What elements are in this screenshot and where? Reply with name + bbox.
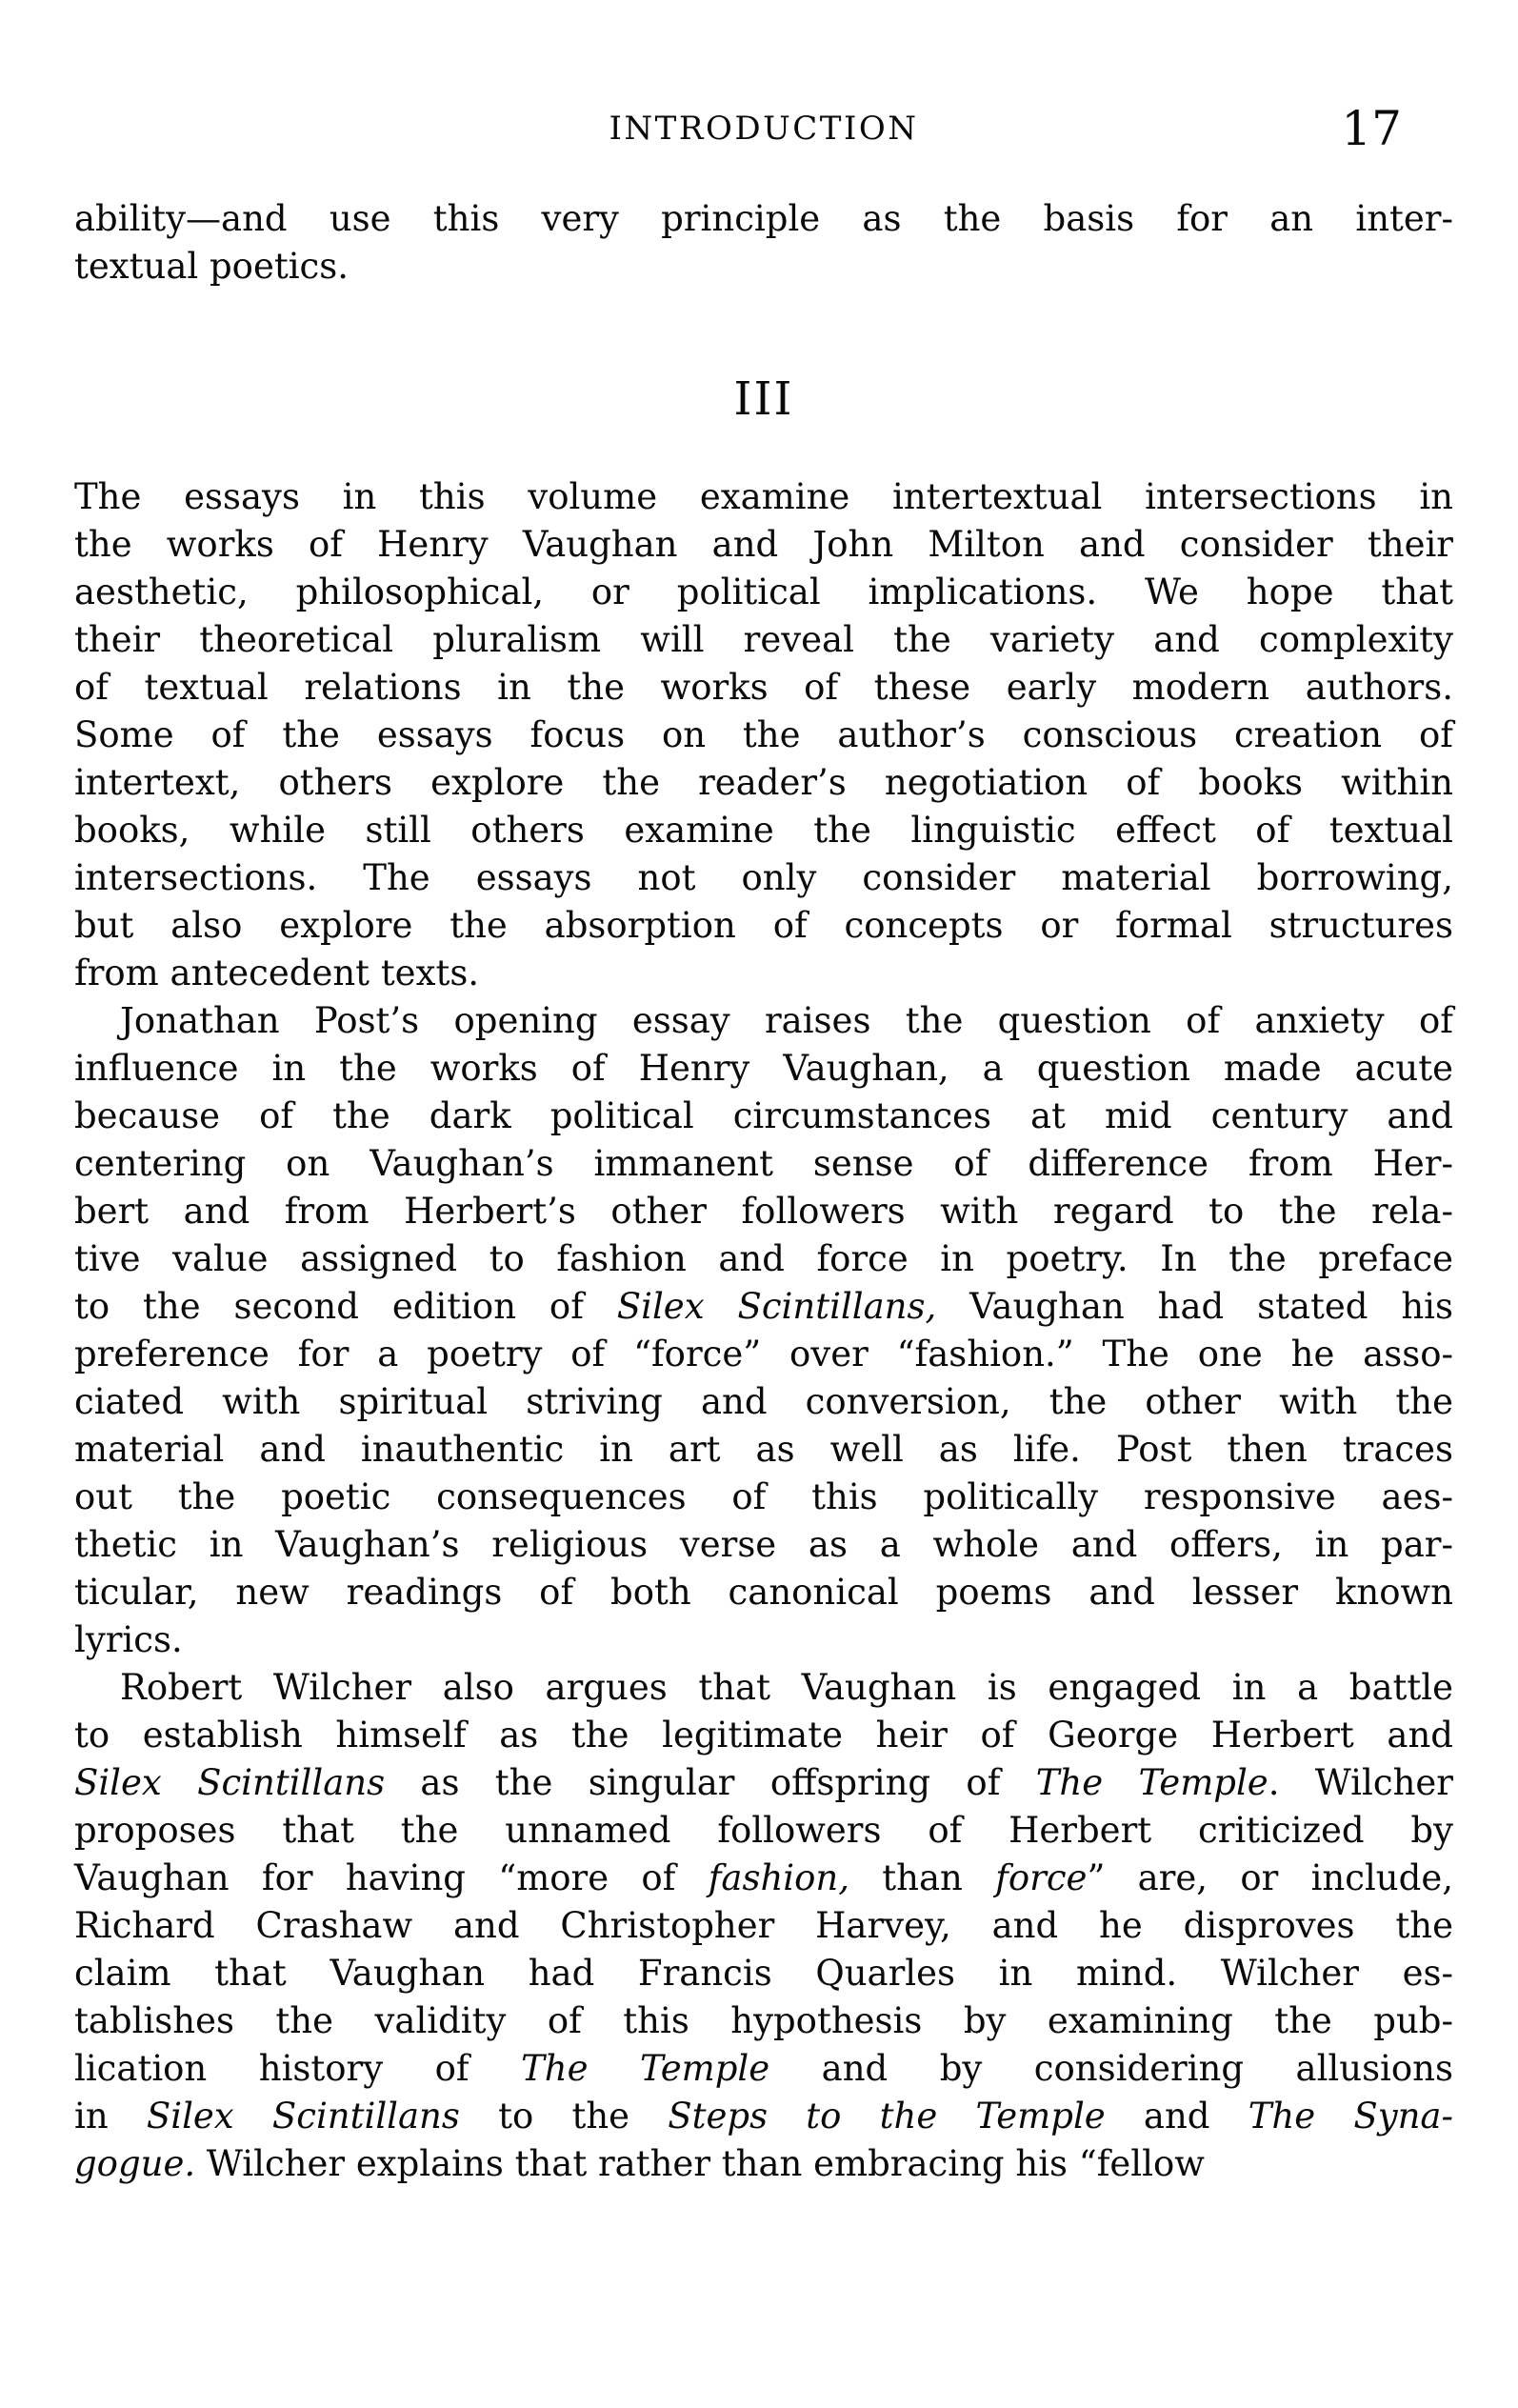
section-heading: III [733, 372, 794, 426]
text-segment: Robert Wilcher also argues that Vaughan is engaged in a battle [120, 1667, 1453, 1708]
text-segment: ability—and use this very principle as the basis for an inter- [74, 198, 1453, 239]
text-line [74, 1997, 1453, 2045]
text-segment: because of the dark political circumstances at mid century and [74, 1095, 1453, 1136]
text-segment: from antecedent texts. [74, 953, 480, 993]
text-segment: than [849, 1857, 996, 1898]
text-segment: to the second edition of [74, 1286, 617, 1327]
text-segment: ” are, or include, [1087, 1857, 1453, 1898]
text-line [74, 2140, 1453, 2188]
text-segment: and by considering allusions [769, 2048, 1453, 2089]
text-line [74, 1855, 1453, 1902]
text-line [74, 521, 1453, 569]
text-segment: centering on Vaughan’s immanent sense of difference from Her- [74, 1143, 1453, 1184]
text-line [74, 1045, 1453, 1093]
page-header [74, 101, 1453, 156]
text-segment: in [74, 2096, 147, 2137]
text-segment: lication history of [74, 2048, 522, 2089]
text-line [74, 1569, 1453, 1616]
text-line [74, 1331, 1453, 1378]
text-segment: . Wilcher [1268, 1762, 1453, 1803]
text-segment: thetic in Vaughan’s religious verse as a whole and offers, in par- [74, 1524, 1453, 1565]
text-line [74, 473, 1453, 521]
text-segment: Vaughan for having “more of [74, 1857, 709, 1898]
text-line [74, 195, 1453, 243]
text-segment: books, while still others examine the linguistic effect of textual [74, 810, 1453, 851]
text-line [74, 807, 1453, 854]
paragraph [74, 1664, 1453, 2188]
text-segment: Some of the essays focus on the author’s conscious creation of [74, 714, 1453, 755]
text-segment: material and inauthentic in art as well as life. Post then traces [74, 1429, 1453, 1470]
text-segment: their theoretical pluralism will reveal the variety and complexity [74, 619, 1453, 660]
text-segment: out the poetic consequences of this politically responsive aes- [74, 1476, 1453, 1517]
italic-text-segment: Steps to the Temple [668, 2096, 1106, 2137]
text-line [74, 1712, 1453, 1759]
paragraph [74, 997, 1453, 1664]
text-segment: Wilcher explains that rather than embracing his “fellow [195, 2143, 1205, 2184]
text-line [74, 616, 1453, 664]
text-line [74, 243, 1453, 291]
text-segment: tablishes the validity of this hypothesis by examining the pub- [74, 2000, 1453, 2041]
text-segment: Richard Crashaw and Christopher Harvey, and he disproves the [74, 1905, 1453, 1946]
text-segment: ticular, new readings of both canonical poems and lesser known [74, 1572, 1453, 1613]
text-line [74, 1759, 1453, 1807]
italic-text-segment: Silex Scintillans, [616, 1286, 937, 1327]
text-segment: ciated with spiritual striving and conversion, the other with the [74, 1381, 1453, 1422]
text-line [74, 1950, 1453, 1997]
text-segment: to establish himself as the legitimate heir of George Herbert and [74, 1715, 1453, 1756]
text-segment: but also explore the absorption of concepts or formal structures [74, 905, 1453, 946]
text-line [74, 997, 1453, 1045]
text-line [74, 1283, 1453, 1331]
text-segment: and [1105, 2096, 1248, 2137]
text-line [74, 1521, 1453, 1569]
text-line [74, 854, 1453, 902]
running-head: INTRODUCTION [609, 110, 919, 148]
text-line [74, 1474, 1453, 1521]
italic-text-segment: The Temple [1035, 1762, 1268, 1803]
text-line [74, 2093, 1453, 2140]
text-line [74, 1235, 1453, 1283]
text-segment: Vaughan had stated his [936, 1286, 1453, 1327]
text-line [74, 950, 1453, 997]
text-segment: proposes that the unnamed followers of Herbert criticized by [74, 1810, 1453, 1851]
text-segment: Jonathan Post’s opening essay raises the question of anxiety of [120, 1000, 1453, 1041]
italic-text-segment: fashion, [708, 1857, 849, 1898]
italic-text-segment: gogue. [74, 2143, 196, 2184]
italic-text-segment: The Syna- [1248, 2096, 1453, 2137]
italic-text-segment: The Temple [521, 2048, 770, 2089]
paragraph [74, 195, 1453, 291]
italic-text-segment: Silex Scintillans [146, 2096, 460, 2137]
text-segment: aesthetic, philosophical, or political implications. We hope that [74, 572, 1453, 612]
text-segment: intertext, others explore the reader’s negotiation of books within [74, 762, 1453, 803]
italic-text-segment: Silex Scintillans [74, 1762, 386, 1803]
text-segment: influence in the works of Henry Vaughan, a question made acute [74, 1048, 1453, 1089]
text-segment: of textual relations in the works of these early modern authors. [74, 667, 1453, 708]
text-line [74, 1140, 1453, 1188]
text-segment: lyrics. [74, 1619, 183, 1660]
text-segment: textual poetics. [74, 246, 350, 287]
text-line [74, 1188, 1453, 1235]
text-line [74, 1807, 1453, 1855]
text-line [74, 1426, 1453, 1474]
text-line [74, 1902, 1453, 1950]
text-line [74, 2045, 1453, 2093]
text-segment: claim that Vaughan had Francis Quarles in mind. Wilcher es- [74, 1953, 1453, 1994]
italic-text-segment: force [995, 1857, 1088, 1898]
text-line [74, 902, 1453, 950]
text-segment: tive value assigned to fashion and force in poetry. In the preface [74, 1238, 1453, 1279]
text-line [74, 759, 1453, 807]
text-segment: bert and from Herbert’s other followers with regard to the rela- [74, 1191, 1453, 1232]
text-segment: the works of Henry Vaughan and John Milton and consider their [74, 524, 1453, 565]
text-line [74, 1093, 1453, 1140]
text-line [74, 712, 1453, 759]
paragraph [74, 473, 1453, 997]
text-line [74, 664, 1453, 712]
text-segment: intersections. The essays not only consider material borrowing, [74, 857, 1453, 898]
text-line [74, 1378, 1453, 1426]
text-segment: preference for a poetry of “force” over “fashion.” The one he asso- [74, 1334, 1453, 1375]
text-segment: The essays in this volume examine intertextual intersections in [74, 476, 1453, 517]
text-segment: as the singular offspring of [385, 1762, 1036, 1803]
page-number: 17 [1341, 101, 1402, 156]
text-line [74, 1616, 1453, 1664]
text-line [74, 569, 1453, 616]
body-text [74, 195, 1453, 2188]
text-segment: to the [459, 2096, 669, 2137]
text-line [74, 1664, 1453, 1712]
